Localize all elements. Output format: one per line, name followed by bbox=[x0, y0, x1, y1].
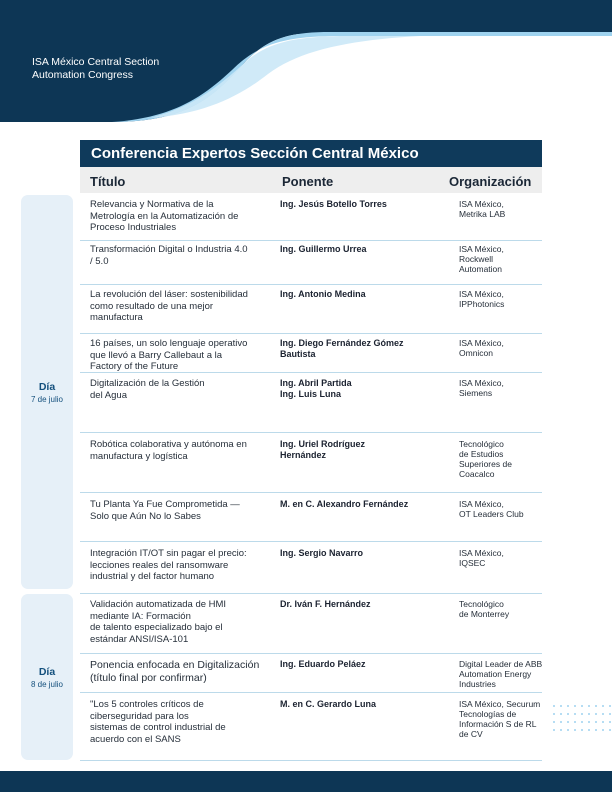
session-organization: ISA México, Rockwell Automation bbox=[459, 244, 504, 274]
session-organization: ISA México, Metrika LAB bbox=[459, 199, 506, 219]
session-organization: Tecnológico de Monterrey bbox=[459, 599, 510, 619]
day-panel-1 bbox=[21, 195, 73, 589]
session-speaker: Ing. Jesús Botello Torres bbox=[280, 199, 387, 209]
session-speaker: Ing. Antonio Medina bbox=[280, 289, 366, 299]
session-organization: ISA México, Omnicon bbox=[459, 338, 504, 358]
session-speaker: Ing. Guillermo Urrea bbox=[280, 244, 367, 254]
header-line-2: Automation Congress bbox=[32, 69, 133, 81]
row-divider bbox=[80, 541, 542, 542]
session-title: Ponencia enfocada en Digitalización (título final por confirmar) bbox=[90, 659, 260, 684]
session-speaker: M. en C. Alexandro Fernández bbox=[280, 499, 409, 509]
column-header-title: Título bbox=[90, 174, 126, 189]
header-line-1: ISA México Central Section bbox=[32, 56, 160, 68]
day-label-2 bbox=[21, 666, 73, 690]
row-divider bbox=[80, 593, 542, 594]
column-header-speaker: Ponente bbox=[282, 174, 334, 189]
day-date: 8 de julio bbox=[30, 680, 64, 689]
session-organization: ISA México, IPPhotonics bbox=[459, 289, 505, 309]
session-speaker: Dr. Iván F. Hernández bbox=[280, 599, 371, 609]
day-panel-2 bbox=[21, 594, 73, 760]
session-title: Digitalización de la Gestión del Agua bbox=[90, 378, 205, 401]
session-title: Transformación Digital o Industria 4.0 / 5.0 bbox=[90, 244, 248, 267]
row-divider bbox=[80, 492, 542, 493]
row-divider bbox=[80, 240, 542, 241]
column-header-organization: Organización bbox=[449, 174, 532, 189]
session-organization: ISA México, OT Leaders Club bbox=[459, 499, 524, 519]
session-organization: ISA México, Securum Tecnologías de Información S de RL de CV bbox=[459, 699, 541, 739]
session-speaker: Ing. Diego Fernández Gómez Bautista bbox=[280, 338, 404, 359]
row-divider bbox=[80, 760, 542, 761]
session-speaker: Ing. Abril Partida Ing. Luis Luna bbox=[280, 378, 352, 399]
day-word: Día bbox=[38, 381, 56, 393]
row-divider bbox=[80, 653, 542, 654]
session-organization: ISA México, IQSEC bbox=[459, 548, 504, 568]
session-title: Robótica colaborativa y autónoma en manufactura y logística bbox=[90, 439, 247, 462]
session-title: "Los 5 controles críticos de ciberseguridad para los sistemas de control industrial de acuerdo con el SANS bbox=[90, 699, 226, 745]
header-title bbox=[32, 56, 159, 82]
row-divider bbox=[80, 284, 542, 285]
session-speaker: Ing. Eduardo Peláez bbox=[280, 659, 366, 669]
session-speaker: Ing. Uriel Rodríguez Hernández bbox=[280, 439, 366, 460]
session-title: Validación automatizada de HMI mediante IA: Formación de talento especializado bajo el estándar ANSI/ISA-101 bbox=[90, 599, 227, 645]
session-title: Integración IT/OT sin pagar el precio: lecciones reales del ransomware industrial y del factor humano bbox=[90, 548, 247, 582]
row-divider bbox=[80, 432, 542, 433]
table-title: Conferencia Expertos Sección Central México bbox=[80, 140, 542, 167]
session-organization: Tecnológico de Estudios Superiores de Coacalco bbox=[459, 439, 512, 479]
footer-bar bbox=[0, 771, 612, 792]
day-label-1 bbox=[21, 381, 73, 405]
row-divider bbox=[80, 333, 542, 334]
column-header-row bbox=[80, 167, 542, 193]
session-organization: ISA México, Siemens bbox=[459, 378, 504, 398]
session-speaker: Ing. Sergio Navarro bbox=[280, 548, 364, 558]
row-divider bbox=[80, 692, 542, 693]
session-speaker: M. en C. Gerardo Luna bbox=[280, 699, 377, 709]
session-title: 16 países, un solo lenguaje operativo que llevó a Barry Callebaut a la Factory of the Future bbox=[90, 338, 248, 372]
session-title: Relevancia y Normativa de la Metrología en la Automatización de Proceso Industriales bbox=[90, 199, 239, 233]
session-title: La revolución del láser: sostenibilidad como resultado de una mejor manufactura bbox=[90, 289, 248, 323]
day-date: 7 de julio bbox=[30, 395, 64, 404]
session-organization: Digital Leader de ABB Automation Energy Industries bbox=[459, 659, 543, 689]
day-word: Día bbox=[38, 666, 56, 678]
session-title: Tu Planta Ya Fue Comprometida — Solo que Aún No lo Sabes bbox=[90, 499, 240, 522]
decorative-dot-grid bbox=[552, 704, 612, 732]
